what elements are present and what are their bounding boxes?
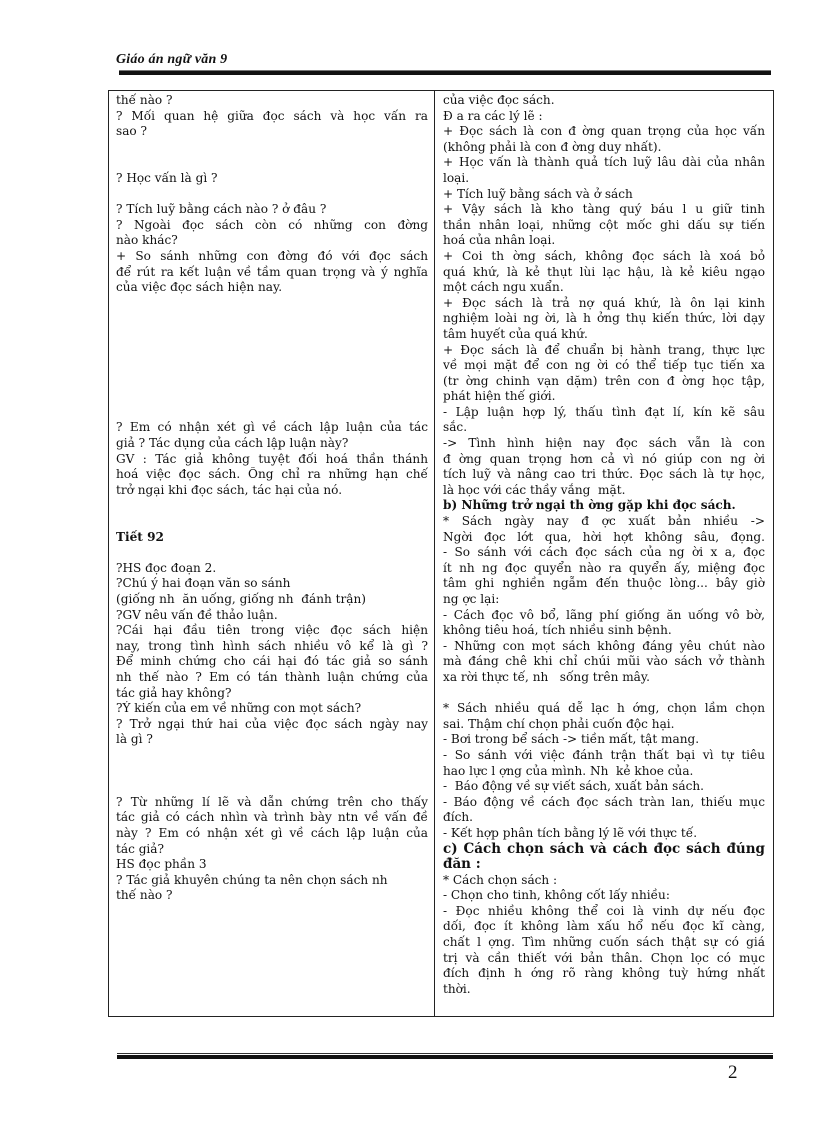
blank-line	[116, 187, 428, 203]
text-line: + So sánh những con đờng đó với đọc sách	[116, 248, 428, 263]
text-line: đ ờng quan trọng hơn cả vì nó giúp con ng ời	[443, 451, 765, 466]
text-line: một cách ngu xuẩn.	[443, 280, 564, 295]
page-header-title: Giáo án ngữ văn 9	[116, 52, 228, 67]
text-line: (tr ờng chinh vạn dặm) trên con đ ờng học tập,	[443, 373, 765, 388]
text-line: * Cách chọn sách :	[443, 872, 558, 887]
text-line: hoá của nhân loại.	[443, 233, 556, 248]
text-line: + Coi th ờng sách, không đọc sách là xoá bỏ	[443, 248, 765, 263]
text-line: - So sánh với việc đánh trận thất bại vì tự tiêu	[443, 747, 765, 762]
text-line: ? Từ những lí lẽ và dẫn chứng trên cho thấy	[116, 794, 428, 809]
lesson-table	[108, 90, 774, 1017]
text-line: * Sách nhiều quá dễ lạc h ớng, chọn lầm chọn	[443, 701, 765, 716]
text-line: về mọi mặt để con ng ời có thể tiếp tục tiến xa	[443, 358, 765, 373]
footer-rule-thick	[117, 1055, 773, 1059]
text-line: ? Tác giả khuyên chúng ta nên chọn sách nh	[116, 872, 388, 887]
text-line: + Vậy sách là kho tàng quý báu l u giữ tinh	[443, 202, 765, 217]
text-line: hao lực l ợng của mình. Nh kẻ khoe của.	[443, 763, 694, 778]
text-line: đích.	[443, 810, 474, 825]
blank-line	[116, 343, 428, 359]
blank-line	[116, 405, 428, 421]
text-line: ? Học vấn là gì ?	[116, 170, 218, 185]
text-line: - Báo động về sự viết sách, xuất bản sách.	[443, 779, 704, 794]
text-line: tích luỹ và nâng cao tri thức. Đọc sách là tự học,	[443, 467, 765, 482]
text-line: tác giả?	[116, 841, 164, 856]
text-line: ? Tích luỹ bằng cách nào ? ở đâu ?	[116, 202, 327, 217]
text-line: ?Cái hại đầu tiên trong việc đọc sách hiện	[116, 623, 428, 638]
text-line: của việc đọc sách.	[443, 93, 555, 107]
text-line: (giống nh ăn uống, giống nh đánh trận)	[116, 592, 367, 606]
text-line: nghiệm loài ng ời, là h ởng thụ kiến thức, lời dạy	[443, 311, 765, 326]
text-line: nào khác?	[116, 233, 178, 248]
blank-line	[116, 155, 428, 171]
text-line: chất l ợng. Tìm những cuốn sách thật sự có giá	[443, 935, 765, 950]
text-line: sao ?	[116, 124, 148, 139]
text-line: - Kết hợp phân tích bằng lý lẽ với thực tế.	[443, 825, 698, 840]
blank-line	[116, 311, 428, 327]
text-line: - Lập luận hợp lý, thấu tình đạt lí, kín kẽ sâu	[443, 404, 765, 419]
text-line: trở ngại khi đọc sách, tác hại của nó.	[116, 482, 343, 497]
text-line: thời.	[443, 981, 471, 996]
blank-line	[116, 514, 428, 530]
blank-line	[116, 140, 428, 156]
text-line: + Đọc sách là con đ ờng quan trọng của học vấn	[443, 124, 765, 139]
text-line: thế nào ?	[116, 93, 173, 107]
text-line: này ? Em có nhận xét gì về cách lập luận của	[116, 825, 428, 840]
text-line: ? Em có nhận xét gì về cách lập luận của tác	[116, 420, 428, 435]
text-line: thần nhân loại, những cột mốc ghi dấu sự tiến	[443, 217, 765, 232]
text-line: ?Chú ý hai đoạn văn so sánh	[116, 576, 291, 591]
text-line: nay, trong tình hình sách nhiều vô kể là gì ?	[116, 638, 428, 653]
blank-line	[116, 358, 428, 374]
text-line: nh thế nào ? Em có tán thành luận chứng của	[116, 669, 428, 684]
text-line: - Bơi trong bể sách -> tiền mất, tật mang.	[443, 732, 700, 747]
text-line: - Đọc nhiều không thể coi là vinh dự nếu đọc	[443, 903, 765, 918]
text-line: phát hiện thế giới.	[443, 389, 556, 404]
blank-line	[116, 748, 428, 764]
page-number: 2	[728, 1062, 738, 1083]
text-line: trị và cần thiết với bản thân. Chọn lọc có mục	[443, 950, 765, 965]
text-line: HS đọc phần 3	[116, 857, 207, 872]
text-line: loại.	[443, 170, 470, 185]
text-line: ? Ngoài đọc sách còn có những con đờng	[116, 217, 428, 232]
text-line: Tiết 92	[116, 529, 164, 544]
text-line: Ngời đọc lớt qua, hời hợt không sâu, đọng.	[443, 529, 765, 544]
text-line: * Sách ngày nay đ ợc xuất bản nhiều ->	[443, 514, 765, 529]
text-line: sai. Thậm chí chọn phải cuốn độc hại.	[443, 716, 675, 731]
text-line: hoá việc đọc sách. Ông chỉ ra những hạn chế	[116, 467, 428, 482]
text-line: dối, đọc ít không làm xấu hổ nếu đọc kĩ càng,	[443, 919, 765, 934]
text-line: c) Cách chọn sách và cách đọc sách đúng	[443, 841, 765, 857]
text-line: ít nh ng đọc quyển nào ra quyển ấy, miệng đọc	[443, 560, 765, 575]
text-line: là gì ?	[116, 732, 153, 747]
text-line: đích định h ớng rõ ràng không tuỳ hứng nhất	[443, 966, 765, 981]
text-line: tác giả có cách nhìn và trình bày ntn về vấn đề	[116, 810, 428, 825]
text-line: ? Trở ngại thứ hai của việc đọc sách ngày nay	[116, 716, 428, 731]
text-line: của việc đọc sách hiện nay.	[116, 280, 283, 295]
text-line: b) Những trở ngại th ờng gặp khi đọc sách.	[443, 498, 736, 513]
text-line: ng ợc lại:	[443, 592, 500, 606]
text-line: mà đáng chê khi chỉ chúi mũi vào sách vở thành	[443, 654, 765, 669]
text-line: tâm ghi nghiền ngẫm đến thuộc lòng... bây giờ	[443, 576, 765, 591]
text-line: là học với các thầy vắng mặt.	[443, 482, 626, 497]
text-line: -> Tình hình hiện nay đọc sách vẫn là con	[443, 436, 765, 451]
text-line: - Báo động về cách đọc sách tràn lan, thiếu mục	[443, 794, 765, 809]
blank-line	[116, 764, 428, 780]
text-line: sắc.	[443, 420, 468, 435]
text-line: (không phải là con đ ờng duy nhất).	[443, 139, 662, 154]
text-line: + Học vấn là thành quả tích luỹ lâu dài của nhân	[443, 155, 765, 170]
blank-line	[116, 498, 428, 514]
text-line: đắn :	[443, 857, 481, 873]
text-line: - Chọn cho tinh, không cốt lấy nhiều:	[443, 888, 670, 903]
text-line: ? Mối quan hệ giữa đọc sách và học vấn ra	[116, 108, 428, 123]
footer-rule-thin	[117, 1053, 773, 1054]
text-line: ?HS đọc đoạn 2.	[116, 560, 217, 575]
text-line: không tiêu hoá, tích nhiều sinh bệnh.	[443, 623, 672, 638]
text-line: thế nào ?	[116, 888, 173, 903]
text-line: để rút ra kết luận về tầm quan trọng và ý nghĩa	[116, 264, 428, 279]
blank-line	[443, 686, 765, 702]
text-line: Đ a ra các lý lẽ :	[443, 108, 543, 123]
text-line: quá khứ, là kẻ thụt lùi lạc hậu, là kẻ kiêu ngạo	[443, 264, 765, 279]
text-line: Để minh chứng cho cái hại đó tác giả so sánh	[116, 654, 428, 669]
blank-line	[116, 374, 428, 390]
text-line: - So sánh với cách đọc sách của ng ời x a, đọc	[443, 545, 765, 560]
text-line: - Cách đọc vô bổ, lãng phí giống ăn uống vô bờ,	[443, 607, 765, 622]
text-line: + Tích luỹ bằng sách và ở sách	[443, 186, 633, 201]
blank-line	[116, 327, 428, 343]
text-line: GV : Tác giả không tuyệt đối hoá thần thánh	[116, 451, 428, 466]
text-line: tác giả hay không?	[116, 685, 232, 700]
text-line: xa rời thực tế, nh sống trên mây.	[443, 669, 650, 684]
content-column	[435, 91, 773, 1016]
teacher-questions-column	[109, 91, 435, 1016]
blank-line	[116, 545, 428, 561]
blank-line	[116, 296, 428, 312]
header-rule	[119, 70, 771, 75]
text-line: tâm huyết của quá khứ.	[443, 326, 588, 341]
text-line: ?Ý kiến của em về những con mọt sách?	[116, 701, 362, 716]
text-line: + Đọc sách là để chuẩn bị hành trang, thực lực	[443, 342, 765, 357]
text-line: ?GV nêu vấn đề thảo luận.	[116, 607, 278, 622]
text-line: - Những con mọt sách không đáng yêu chút nào	[443, 638, 765, 653]
blank-line	[116, 389, 428, 405]
text-line: giả ? Tác dụng của cách lập luận này?	[116, 436, 349, 451]
blank-line	[116, 779, 428, 795]
text-line: + Đọc sách là trả nợ quá khứ, là ôn lại kinh	[443, 295, 765, 310]
